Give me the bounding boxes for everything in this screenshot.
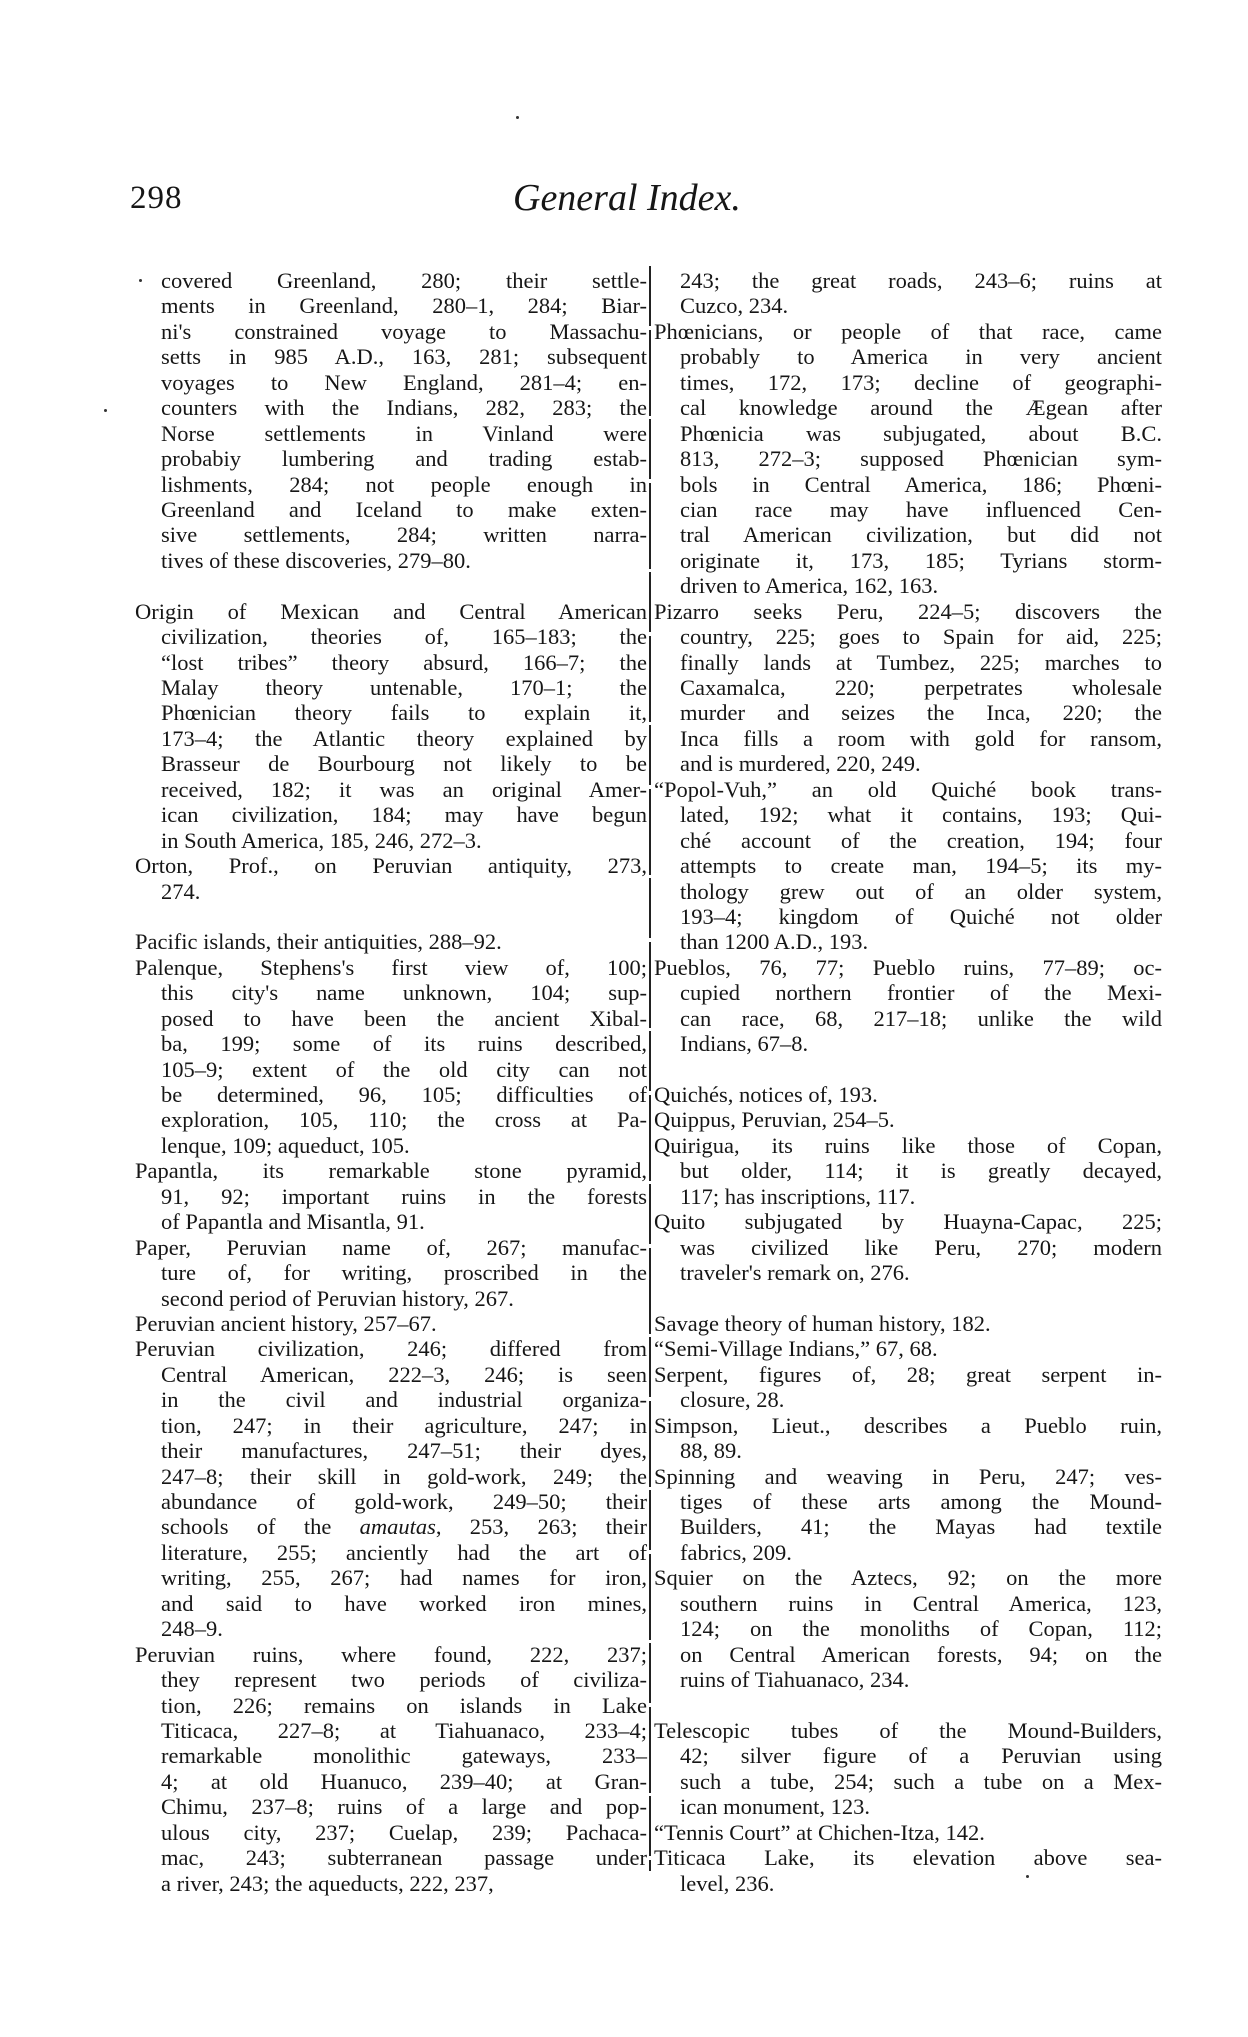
entry-line: Norse settlements in Vinland were [161, 420, 647, 446]
entry-line: “lost tribes” theory absurd, 166–7; the [161, 649, 647, 675]
entry-line: tives of these discoveries, 279–80. [161, 547, 471, 573]
entry-line: ments in Greenland, 280–1, 284; Biar- [161, 293, 647, 319]
entry-heading-line: Titicaca Lake, its elevation above sea- [654, 1845, 1162, 1871]
index-entry [654, 1311, 1162, 1336]
entry-line: lated, 192; what it contains, 193; Qui- [680, 802, 1162, 828]
entry-line: of Papantla and Misantla, 91. [161, 1209, 425, 1235]
index-entry [654, 1413, 1162, 1464]
entry-heading-line: Peruvian ancient history, 257–67. [135, 1310, 437, 1336]
index-entry [654, 268, 1162, 319]
entry-line: on Central American forests, 94; on the [680, 1641, 1162, 1667]
entry-line: their manufactures, 247–51; their dyes, [161, 1438, 647, 1464]
entry-line: remarkable monolithic gateways, 233– [161, 1743, 647, 1769]
entry-heading-line: “Semi-Village Indians,” 67, 68. [654, 1336, 938, 1362]
entry-line: literature, 255; anciently had the art of [161, 1539, 647, 1565]
entry-line: 247–8; their skill in gold-work, 249; the [161, 1463, 647, 1489]
entry-line: in the civil and industrial organiza- [161, 1387, 647, 1413]
entry-heading-line: Papantla, its remarkable stone pyramid, [135, 1158, 647, 1184]
entry-line: ché account of the creation, 194; four [680, 827, 1162, 853]
entry-line: cal knowledge around the Ægean after [680, 395, 1162, 421]
entry-line: level, 236. [680, 1870, 775, 1896]
print-speck [104, 409, 107, 412]
index-entry [654, 955, 1162, 1057]
entry-line [135, 1514, 647, 1539]
entry-heading-line: Squier on the Aztecs, 92; on the more [654, 1565, 1162, 1591]
entry-line: attempts to create man, 194–5; its my- [680, 853, 1162, 879]
entry-line: ican civilization, 184; may have begun [161, 802, 647, 828]
entry-line: 813, 272–3; supposed Phœnician sym- [680, 446, 1162, 472]
entry-heading-line: Pacific islands, their antiquities, 288–92. [135, 929, 502, 955]
entry-line: Titicaca, 227–8; at Tiahuanaco, 233–4; [161, 1717, 647, 1743]
column-divider [649, 266, 651, 1871]
entry-line: lishments, 284; not people enough in [161, 471, 647, 497]
entry-line: 117; has inscriptions, 117. [680, 1183, 916, 1209]
entry-heading-line: “Popol-Vuh,” an old Quiché book trans- [654, 776, 1162, 802]
index-entry [135, 1158, 647, 1234]
entry-line: traveler's remark on, 276. [680, 1260, 910, 1286]
entry-line: southern ruins in Central America, 123, [680, 1590, 1162, 1616]
entry-line: Brasseur de Bourbourg not likely to be [161, 751, 647, 777]
entry-heading-line: Savage theory of human history, 182. [654, 1310, 991, 1336]
index-entry [654, 1718, 1162, 1820]
entry-line: ruins of Tiahuanaco, 234. [680, 1667, 910, 1693]
entry-line: originate it, 173, 185; Tyrians storm- [680, 547, 1162, 573]
entry-line: Chimu, 237–8; ruins of a large and pop- [161, 1794, 647, 1820]
entry-heading-line: Pueblos, 76, 77; Pueblo ruins, 77–89; oc- [654, 954, 1162, 980]
entry-line: but older, 114; it is greatly decayed, [680, 1158, 1162, 1184]
entry-line: cian race may have influenced Cen- [680, 496, 1162, 522]
entry-line: a river, 243; the aqueducts, 222, 237, [161, 1870, 494, 1896]
entry-line: Cuzco, 234. [680, 293, 789, 319]
entry-heading-line: “Tennis Court” at Chichen-Itza, 142. [654, 1819, 985, 1845]
running-title: General Index. [513, 177, 741, 219]
entry-heading-line: Origin of Mexican and Central American [135, 598, 647, 624]
entry-line: country, 225; goes to Spain for aid, 225; [680, 624, 1162, 650]
entry-line: cupied northern frontier of the Mexi- [680, 980, 1162, 1006]
line-segment: schools of the [161, 1514, 360, 1540]
index-entry [135, 1311, 647, 1336]
entry-heading-line: Serpent, figures of, 28; great serpent in- [654, 1361, 1162, 1387]
group-spacer [654, 1693, 1162, 1718]
entry-line: and is murdered, 220, 249. [680, 751, 921, 777]
entry-line: setts in 985 A.D., 163, 281; subsequent [161, 344, 647, 370]
entry-line: times, 172, 173; decline of geographi- [680, 369, 1162, 395]
entry-line: 248–9. [161, 1616, 223, 1642]
entry-heading-line: Simpson, Lieut., describes a Pueblo ruin, [654, 1412, 1162, 1438]
entry-heading-line: Peruvian civilization, 246; differed from [135, 1336, 647, 1362]
print-speck [516, 116, 519, 119]
entry-line: Caxamalca, 220; perpetrates wholesale [680, 675, 1162, 700]
entry-line: posed to have been the ancient Xibal- [161, 1005, 647, 1031]
entry-line: 193–4; kingdom of Quiché not older [680, 903, 1162, 929]
entry-line: tiges of these arts among the Mound- [680, 1489, 1162, 1514]
entry-line: such a tube, 254; such a tube on a Mex- [680, 1768, 1162, 1794]
index-column-right [654, 268, 1162, 1896]
group-spacer [135, 573, 647, 598]
entry-line: covered Greenland, 280; their settle- [161, 268, 647, 293]
entry-line: 91, 92; important ruins in the forests [161, 1183, 647, 1209]
entry-line: received, 182; it was an original Amer- [161, 776, 647, 802]
index-entry [654, 319, 1162, 599]
entry-heading-line: Quito subjugated by Huayna-Capac, 225; [654, 1209, 1162, 1235]
group-spacer [654, 1286, 1162, 1311]
entry-line: lenque, 109; aqueduct, 105. [161, 1132, 410, 1158]
entry-line: closure, 28. [680, 1387, 785, 1413]
entry-line: abundance of gold-work, 249–50; their [161, 1489, 647, 1514]
entry-line: Central American, 222–3, 246; is seen [161, 1361, 647, 1387]
entry-line: sive settlements, 284; written narra- [161, 522, 647, 548]
entry-line: civilization, theories of, 165–183; the [161, 624, 647, 650]
print-speck [139, 279, 142, 282]
entry-line: 88, 89. [680, 1438, 742, 1464]
entry-line: bols in Central America, 186; Phœni- [680, 471, 1162, 497]
entry-line: Malay theory untenable, 170–1; the [161, 675, 647, 700]
index-entry [654, 1362, 1162, 1413]
index-entry [135, 853, 647, 904]
entry-line: thology grew out of an older system, [680, 878, 1162, 904]
entry-line: Indians, 67–8. [680, 1031, 809, 1057]
entry-line: fabrics, 209. [680, 1539, 792, 1565]
index-entry [135, 955, 647, 1159]
index-entry [654, 1082, 1162, 1107]
entry-heading-line: Orton, Prof., on Peruvian antiquity, 273, [135, 853, 647, 879]
index-entry [654, 1133, 1162, 1209]
entry-line: ture of, for writing, proscribed in the [161, 1260, 647, 1286]
index-entry [135, 1336, 647, 1641]
entry-line: this city's name unknown, 104; sup- [161, 980, 647, 1006]
entry-line: ican monument, 123. [680, 1794, 870, 1820]
index-entry [654, 1820, 1162, 1845]
entry-line: second period of Peruvian history, 267. [161, 1285, 514, 1311]
index-entry [654, 1845, 1162, 1896]
entry-heading-line: Phœnicians, or people of that race, came [654, 318, 1162, 344]
entry-line: can race, 68, 217–18; unlike the wild [680, 1005, 1162, 1031]
entry-line: counters with the Indians, 282, 283; the [161, 395, 647, 421]
entry-line: they represent two periods of civiliza- [161, 1667, 647, 1693]
index-entry [135, 599, 647, 853]
entry-heading-line: Quirigua, its ruins like those of Copan, [654, 1132, 1162, 1158]
index-entry [654, 1209, 1162, 1285]
entry-line: and said to have worked iron mines, [161, 1590, 647, 1616]
index-column-left [135, 268, 647, 1896]
entry-line: be determined, 96, 105; difficulties of [161, 1082, 647, 1107]
index-entry [135, 1642, 647, 1896]
entry-heading-line: Palenque, Stephens's first view of, 100; [135, 954, 647, 980]
italic-term: amautas [359, 1514, 436, 1540]
index-entry [654, 1107, 1162, 1132]
entry-line: tion, 247; in their agriculture, 247; in [161, 1412, 647, 1438]
entry-line: tion, 226; remains on islands in Lake [161, 1692, 647, 1718]
entry-line: Phœnicia was subjugated, about B.C. [680, 420, 1162, 446]
entry-line: ulous city, 237; Cuelap, 239; Pachaca- [161, 1819, 647, 1845]
entry-line: Builders, 41; the Mayas had textile [680, 1514, 1162, 1540]
entry-line: exploration, 105, 110; the cross at Pa- [161, 1107, 647, 1133]
entry-heading-line: Pizarro seeks Peru, 224–5; discovers the [654, 598, 1162, 624]
entry-line: mac, 243; subterranean passage under [161, 1845, 647, 1871]
index-entry [135, 929, 647, 954]
print-speck [1026, 1875, 1029, 1878]
entry-line: finally lands at Tumbez, 225; marches to [680, 649, 1162, 675]
entry-line: than 1200 A.D., 193. [680, 929, 869, 955]
entry-line: murder and seizes the Inca, 220; the [680, 700, 1162, 726]
entry-line: 124; on the monoliths of Copan, 112; [680, 1616, 1162, 1642]
index-entry [135, 1235, 647, 1311]
entry-heading-line: Peruvian ruins, where found, 222, 237; [135, 1641, 647, 1667]
entry-line: ba, 199; some of its ruins described, [161, 1031, 647, 1057]
entry-line: 4; at old Huanuco, 239–40; at Gran- [161, 1768, 647, 1794]
index-entry [654, 599, 1162, 777]
entry-line: Greenland and Iceland to make exten- [161, 496, 647, 522]
index-entry [654, 1464, 1162, 1566]
entry-heading-line: Quippus, Peruvian, 254–5. [654, 1107, 895, 1133]
group-spacer [654, 1057, 1162, 1082]
entry-line: tral American civilization, but did not [680, 522, 1162, 548]
entry-heading-line: Quichés, notices of, 193. [654, 1082, 878, 1107]
line-segment: , 253, 263; their [435, 1514, 648, 1540]
entry-line: 42; silver figure of a Peruvian using [680, 1743, 1162, 1769]
entry-heading-line: Paper, Peruvian name of, 267; manufac- [135, 1234, 647, 1260]
index-entry [654, 1336, 1162, 1361]
entry-line: in South America, 185, 246, 272–3. [161, 827, 482, 853]
entry-line: voyages to New England, 281–4; en- [161, 369, 647, 395]
entry-heading-line: Spinning and weaving in Peru, 247; ves- [654, 1463, 1162, 1489]
group-spacer [135, 904, 647, 929]
entry-line: probably to America in very ancient [680, 344, 1162, 370]
entry-heading-line: Telescopic tubes of the Mound-Builders, [654, 1717, 1162, 1743]
entry-line: Phœnician theory fails to explain it, [161, 700, 647, 726]
entry-line: writing, 255, 267; had names for iron, [161, 1565, 647, 1591]
entry-line: driven to America, 162, 163. [680, 573, 939, 599]
page-number: 298 [130, 180, 183, 216]
entry-line: Inca fills a room with gold for ransom, [680, 725, 1162, 751]
entry-line: was civilized like Peru, 270; modern [680, 1234, 1162, 1260]
entry-line: 105–9; extent of the old city can not [161, 1056, 647, 1082]
entry-line: 173–4; the Atlantic theory explained by [161, 725, 647, 751]
entry-line: ni's constrained voyage to Massachu- [161, 318, 647, 344]
index-entry [654, 1565, 1162, 1692]
entry-line: 243; the great roads, 243–6; ruins at [680, 268, 1162, 293]
index-entry [135, 268, 647, 573]
entry-line: 274. [161, 878, 201, 904]
index-entry [654, 777, 1162, 955]
entry-line: probabiy lumbering and trading estab- [161, 446, 647, 472]
